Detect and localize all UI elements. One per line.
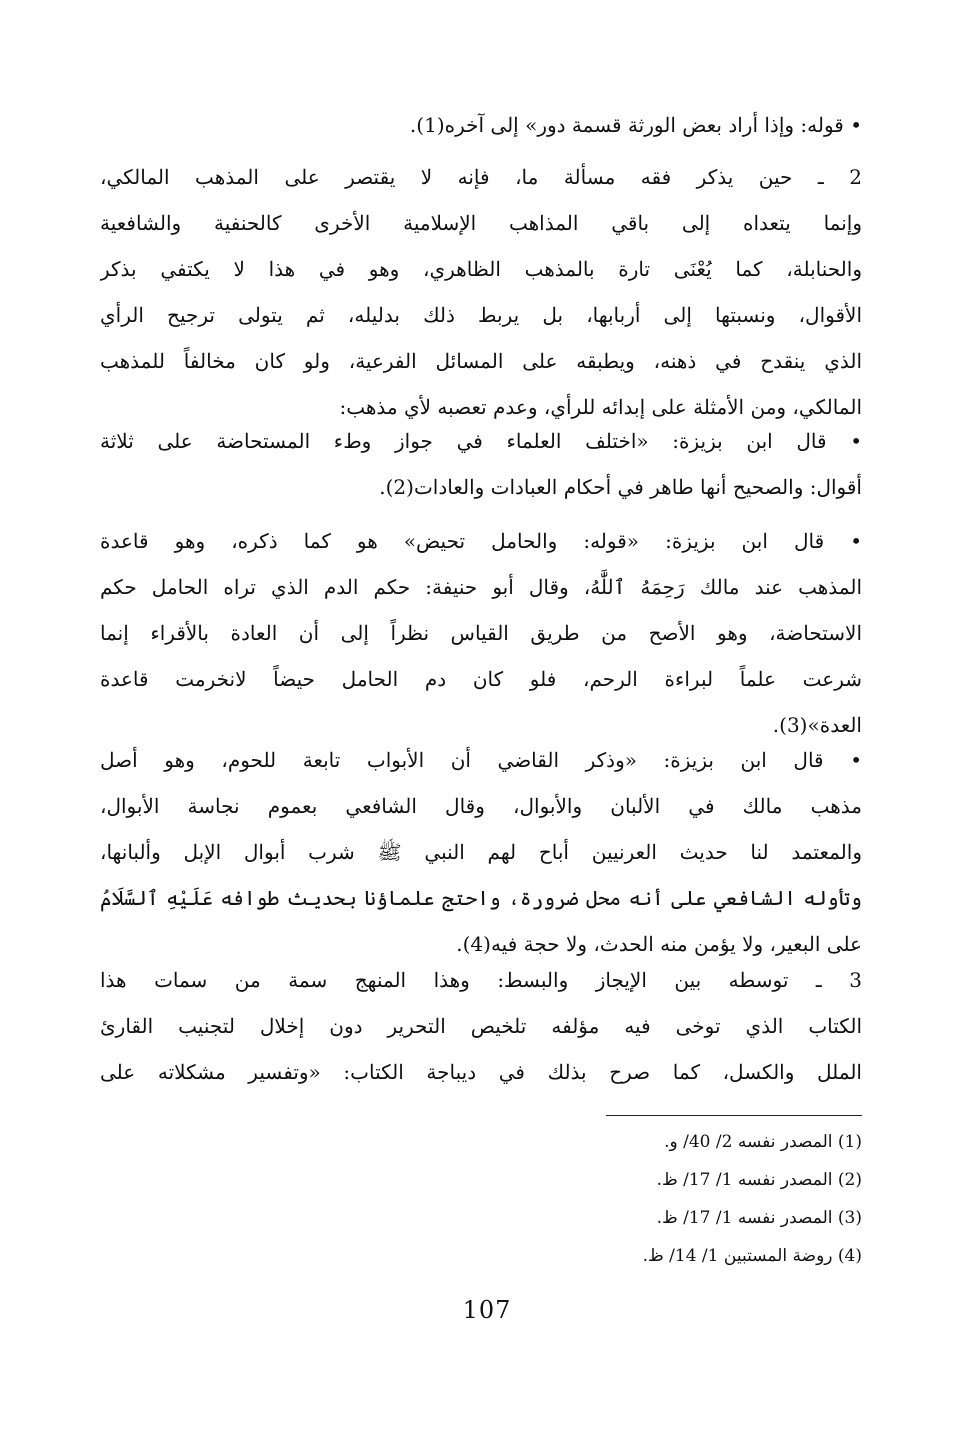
text-line: على البعير، ولا يؤمن منه الحدث، ولا حجة فيه(4). [456,932,862,956]
text-line: مذهب مالك في الألبان والأبوال، وقال الشافعي بعموم نجاسة الأبوال، [100,794,862,818]
text-line: 3 ـ توسطه بين الإيجاز والبسط: وهذا المنهج سمة من سمات هذا [100,968,862,992]
bullet-paragraph-2 [100,418,862,510]
text-line: • قال ابن بزيزة: «اختلف العلماء في جواز وطء المستحاضة على ثلاثة [100,429,862,453]
bullet-paragraph-4 [100,737,862,967]
text-line: الأقوال، ونسبتها إلى أربابها، بل يربط ذلك بدليله، ثم يتولى ترجيح الرأي [100,303,862,327]
text-line: الذي ينقدح في ذهنه، ويطبقه على المسائل الفرعية، ولو كان مخالفاً للمذهب [100,349,862,373]
text-line: والحنابلة، كما يُعْنَى تارة بالمذهب الظاهري، وهو في هذا لا يكتفي بذكر [100,257,862,281]
text-line: • قوله: وإذا أراد بعض الورثة قسمة دور» إلى آخره(1). [409,113,862,137]
text-line: المذهب عند مالك رَحِمَهُ ٱللَّٰهُ، وقال أبو حنيفة: حكم الدم الذي تراه الحامل حكم [100,575,862,599]
page-number: 107 [462,1296,512,1324]
text-line: الملل والكسل، كما صرح بذلك في ديباجة الكتاب: «وتفسير مشكلاته على [100,1060,862,1084]
text-line: 2 ـ حين يذكر فقه مسألة ما، فإنه لا يقتصر على المذهب المالكي، [100,165,862,189]
text-line: • قال ابن بزيزة: «وذكر القاضي أن الأبواب تابعة للحوم، وهو أصل [100,748,862,772]
footnote-separator [606,1115,862,1116]
bullet-paragraph-3 [100,518,862,748]
footnote-3: (3) المصدر نفسه 1/ 17/ ظ. [656,1208,862,1228]
text-line: المالكي، ومن الأمثلة على إبدائه للرأي، وعدم تعصبه لأي مذهب: [339,395,862,419]
text-line: • قال ابن بزيزة: «قوله: والحامل تحيض» هو كما ذكره، وهو قاعدة [100,529,862,553]
text-line: الكتاب الذي توخى فيه مؤلفه تلخيص التحرير دون إخلال لتجنيب القارئ [100,1014,862,1038]
text-line: وتأوله الشافعي على أنه محل ضرورة، واحتج علماؤنا بحديث طوافه عَلَيْهِ ٱلسَّلَامُ [100,886,862,910]
text-line: العدة»(3). [772,713,862,737]
footnote-4: (4) روضة المستبين 1/ 14/ ظ. [642,1246,862,1266]
text-line: شرعت علماً لبراءة الرحم، فلو كان دم الحامل حيضاً لانخرمت قاعدة [100,667,862,691]
footnote-2: (2) المصدر نفسه 1/ 17/ ظ. [656,1170,862,1190]
paragraph-point-2 [100,154,862,430]
text-line: أقوال: والصحيح أنها طاهر في أحكام العبادات والعادات(2). [379,475,862,499]
paragraph-point-3 [100,957,862,1095]
text-line: والمعتمد لنا حديث العرنيين أباح لهم النبي ﷺ شرب أبوال الإبل وألبانها، [100,840,862,864]
bullet-paragraph-1 [100,102,862,148]
text-line: وإنما يتعداه إلى باقي المذاهب الإسلامية الأخرى كالحنفية والشافعية [100,211,862,235]
footnote-1: (1) المصدر نفسه 2/ 40/ و. [664,1132,862,1152]
text-line: الاستحاضة، وهو الأصح من طريق القياس نظراً إلى أن العادة بالأقراء إنما [100,621,862,645]
